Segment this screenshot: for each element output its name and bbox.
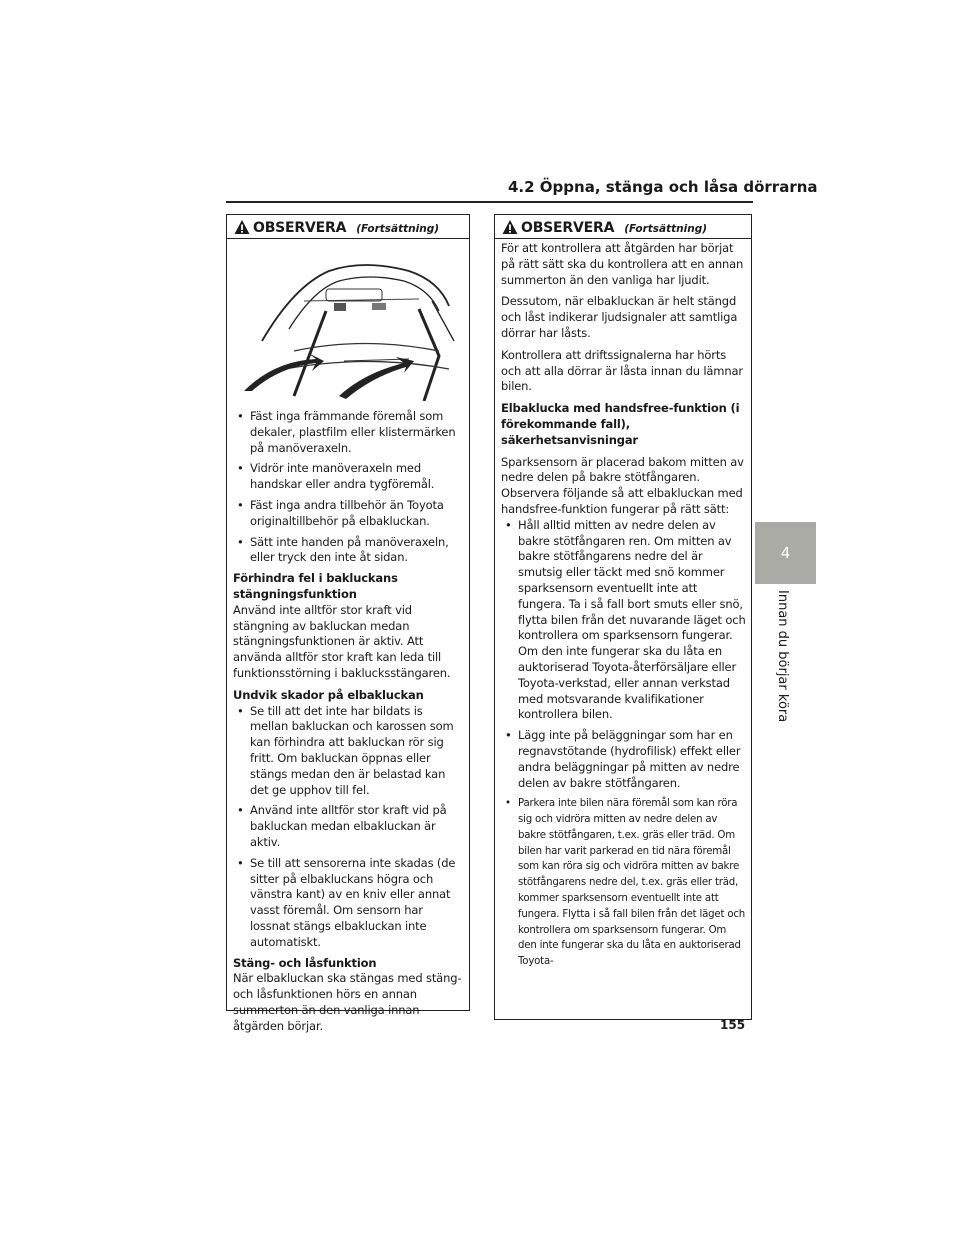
caution-content — [227, 241, 469, 1034]
caution-title: OBSERVERA — [521, 220, 615, 236]
warning-triangle-icon — [234, 219, 250, 235]
paragraph: När elbakluckan ska stängas med stäng- och låsfunktionen hörs en annan summerton än den vanliga innan åtgärden börjar. — [233, 971, 462, 1033]
paragraph: Kontrollera att driftssignalerna har hörts och att alla dörrar är låsta innan du lämnar bilen. — [501, 347, 743, 394]
paragraph: Dessutom, när elbakluckan är helt stängd och låst indikerar ljudsignaler att samtliga dörrar har låsts. — [501, 294, 738, 340]
section-header: 4.2 Öppna, stänga och låsa dörrarna — [508, 178, 818, 196]
list-item: • Fäst inga andra tillbehör än Toyota originaltillbehör på elbakluckan. — [233, 498, 464, 530]
list-item: • Använd inte alltför stor kraft vid på bakluckan medan elbakluckan är aktiv. — [233, 803, 464, 850]
heading: Stäng- och låsfunktion — [233, 955, 377, 970]
page-number: 155 — [720, 1018, 746, 1032]
list-item: • Håll alltid mitten av nedre delen av bakre stötfångaren ren. Om mitten av bakre stötfångarens nedre del är smutsig eller täckt med snö kommer sparksensorn eventuellt inte att fungera. Ta i så fall bort smuts eller snö, flytta bilen från det nuvarande läget och kontrollera om sparksensorn fungerar. Om den inte fungerar ska du låta en auktoriserad Toyota-återförsäljare eller Toyota-verkstad, eller annan verkstad med motsvarande kvalifikationer kontrollera bilen. — [501, 518, 746, 723]
caution-box-right — [494, 214, 752, 1020]
list-item: • Vidrör inte manöveraxeln med handskar eller andra tygföremål. — [233, 461, 464, 493]
caution-box-header — [227, 215, 469, 239]
heading: Förhindra fel i bakluckans stängningsfunktion — [233, 571, 398, 601]
warning-triangle-icon — [502, 219, 518, 235]
paragraph: Sparksensorn är placerad bakom mitten av nedre delen på bakre stötfångaren. Observera följande så att elbakluckan med handsfree-funktion fungerar på rätt sätt: — [501, 454, 744, 516]
caution-content — [495, 239, 751, 970]
list-item: • Sätt inte handen på manöveraxeln, eller tryck den inte åt sidan. — [233, 535, 464, 567]
bullet-list-2 — [233, 704, 464, 951]
paragraph: Använd inte alltför stor kraft vid stängning av bakluckan medan stängningsfunktionen är aktiv. Att använda alltför stor kraft kan leda till funktionsstörning i baklucksstängaren. — [233, 602, 451, 680]
chapter-number: 4 — [780, 544, 791, 562]
chapter-label: Innan du börjar köra — [775, 590, 790, 723]
header-rule — [226, 201, 753, 203]
caution-title: OBSERVERA — [253, 220, 347, 236]
caution-continued: (Fortsättning) — [356, 223, 440, 235]
tailgate-illustration — [234, 241, 464, 401]
caution-box-left — [226, 214, 470, 1033]
paragraph: För att kontrollera att åtgärden har börjat på rätt sätt ska du kontrollera att en annan summerton än den vanliga har ljudit. — [501, 241, 744, 287]
list-item: • Parkera inte bilen nära föremål som kan röra sig och vidröra mitten av nedre delen av bakre stötfångaren, t.ex. gräs eller träd. Om bilen har varit parkerad en tid nära föremål som kan röra sig och vidröra mitten av bakre stötfångarens nedre del, t.ex. gräs eller träd, kommer sparksensorn eventuellt inte att fungera. Flytta i så fall bilen från det läget och kontrollera om sparksensorn fungerar. Om den inte fungerar ska du låta en auktoriserad Toyota- — [501, 796, 746, 970]
list-item: • Fäst inga främmande föremål som dekaler, plastfilm eller klistermärken på manöveraxeln. — [233, 409, 464, 456]
list-item: • Lägg inte på beläggningar som har en regnavstötande (hydrofilisk) effekt eller andra beläggningar på mitten av nedre delen av bakre stötfångaren. — [501, 728, 746, 791]
heading: Elbaklucka med handsfree-funktion (i förekommande fall), säkerhetsanvisningar — [501, 401, 740, 447]
bullet-list — [501, 518, 746, 970]
heading: Undvik skador på elbakluckan — [233, 687, 424, 702]
list-item: • Se till att sensorerna inte skadas (de sitter på elbakluckans högra och vänstra kant) av en kniv eller annat vasst föremål. Om sensorn har lossnat stängs elbakluckan inte automatiskt. — [233, 856, 464, 951]
caution-box-header — [495, 215, 751, 239]
bullet-list-1 — [233, 409, 464, 566]
list-item: • Se till att det inte har bildats is mellan bakluckan och karossen som kan förhindra att bakluckan rör sig fritt. Om bakluckan öppnas eller stängs medan den är belastad kan det ge upphov till fel. — [233, 704, 464, 799]
caution-continued: (Fortsättning) — [624, 223, 708, 235]
